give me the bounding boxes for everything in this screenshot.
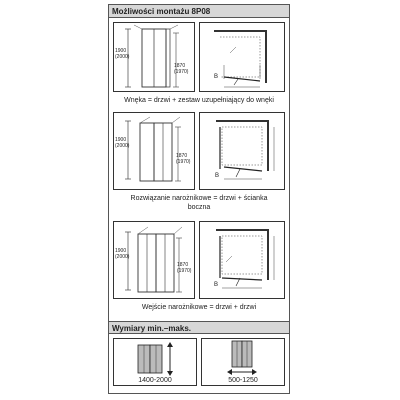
inner-height-dimension: 1870 (1970): [176, 153, 191, 165]
option-2-front-view: [113, 112, 195, 190]
option-2-caption: Rozwiązanie narożnikowe = drzwi + ścianka boczna: [130, 195, 268, 211]
top-view-drawing: [200, 23, 284, 91]
option-3-front-view: [113, 221, 195, 299]
option-1-front-view: [113, 22, 195, 92]
installation-options-header: Możliwości montażu 8P08: [109, 5, 289, 18]
option-3-caption: Wejście narożnikowe = drzwi + drzwi: [141, 304, 257, 311]
option-1-caption: Wnęka = drzwi + zestaw uzupełniający do wnęki: [124, 97, 274, 104]
height-dimension: 1900 (2000): [115, 137, 130, 149]
top-view-drawing: [200, 222, 284, 298]
front-view-drawing: [114, 113, 194, 189]
width-range-label: 500-1250: [228, 377, 258, 384]
option-3-top-view: [199, 221, 285, 299]
option-1-top-view: [199, 22, 285, 92]
height-range-label: 1400-2000: [138, 377, 172, 384]
mark-b: B: [215, 173, 220, 179]
inner-height-dimension: 1870 (1970): [174, 63, 189, 75]
option-2-top-view: [199, 112, 285, 190]
height-range-drawing: [114, 339, 196, 377]
height-dimension: 1900 (2000): [115, 248, 130, 260]
height-range-cell: [113, 338, 197, 386]
mark-b: B: [214, 282, 219, 288]
height-dimension: 1900 (2000): [115, 48, 130, 60]
inner-height-dimension: 1870 (1970): [177, 262, 192, 274]
front-view-drawing: [114, 222, 194, 298]
width-range-drawing: [202, 339, 284, 377]
mark-b: B: [214, 74, 219, 80]
dimensions-header: Wymiary min.–maks.: [109, 321, 289, 334]
width-range-cell: [201, 338, 285, 386]
top-view-drawing: [200, 113, 284, 189]
